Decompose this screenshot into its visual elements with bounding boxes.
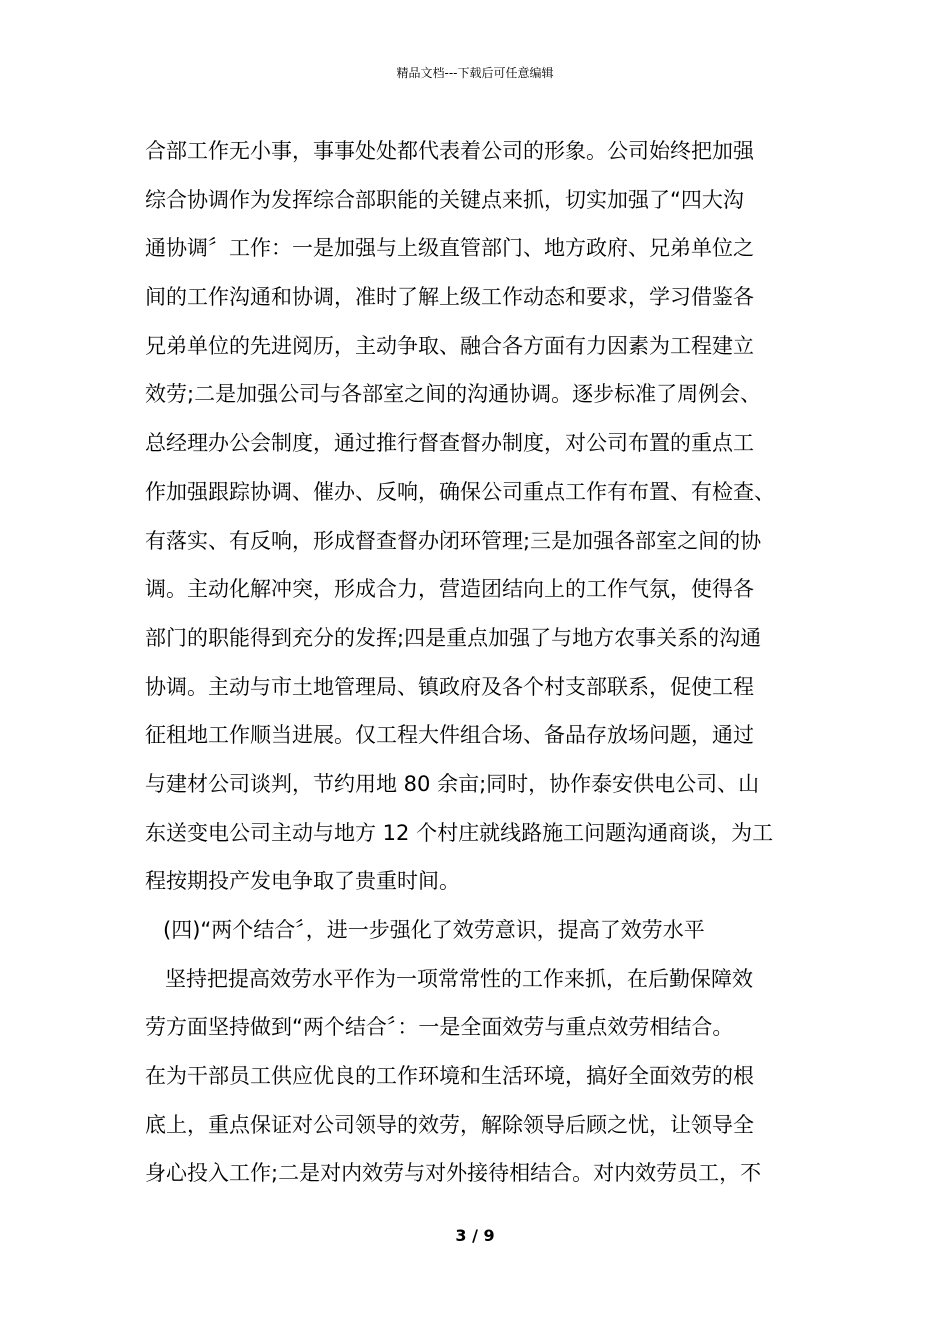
text-line: 在为干部员工供应优良的工作环境和生活环境，搞好全面效劳的根 (145, 1064, 754, 1089)
text-line: 有落实、有反响，形成督查督办闭环管理;三是加强各部室之间的协 (145, 528, 762, 553)
text-line: 身心投入工作;二是对内效劳与对外接待相结合。对内效劳员工，不 (145, 1161, 762, 1186)
text-line: 通协调〞工作：一是加强与上级直管部门、地方政府、兄弟单位之 (145, 236, 754, 261)
page-number: 3 / 9 (455, 1226, 495, 1245)
text-line: 劳方面坚持做到“两个结合〞：一是全面效劳与重点效劳相结合。 (145, 1015, 734, 1040)
document-body (145, 127, 825, 1198)
text-line: 坚持把提高效劳水平作为一项常常性的工作来抓，在后勤保障效 (165, 966, 753, 991)
text-line: 作加强跟踪协调、催办、反响，确保公司重点工作有布置、有检查、 (145, 479, 775, 504)
text-line: 底上，重点保证对公司领导的效劳，解除领导后顾之忧，让领导全 (145, 1112, 754, 1137)
text-line: 合部工作无小事，事事处处都代表着公司的形象。公司始终把加强 (145, 139, 754, 163)
text-line: 与建材公司谈判，节约用地 80 余亩;同时，协作泰安供电公司、山 (145, 771, 760, 796)
text-line: 总经理办公会制度，通过推行督查督办制度，对公司布置的重点工 (145, 431, 754, 456)
text-line: 部门的职能得到充分的发挥;四是重点加强了与地方农事关系的沟通 (145, 625, 762, 650)
text-line: 综合协调作为发挥综合部职能的关键点来抓，切实加强了“四大沟 (145, 187, 744, 212)
text-line: 效劳;二是加强公司与各部室之间的沟通协调。逐步标准了周例会、 (145, 382, 762, 407)
text-line: 调。主动化解冲突，形成合力，营造团结向上的工作气氛，使得各 (145, 577, 754, 602)
text-line: 程按期投产发电争取了贵重时间。 (145, 869, 460, 894)
section-heading: (四)“两个结合〞，进一步强化了效劳意识，提高了效劳水平 (163, 918, 705, 942)
text-line: 协调。主动与市土地管理局、镇政府及各个村支部联系，促使工程 (145, 674, 754, 699)
text-line: 东送变电公司主动与地方 12 个村庄就线路施工问题沟通商谈，为工 (145, 820, 774, 845)
page-header: 精品文档---下载后可任意编辑 (396, 66, 554, 80)
text-line: 兄弟单位的先进阅历，主动争取、融合各方面有力因素为工程建立 (145, 333, 754, 358)
text-line: 间的工作沟通和协调，准时了解上级工作动态和要求，学习借鉴各 (145, 285, 754, 310)
text-line: 征租地工作顺当进展。仅工程大件组合场、备品存放场问题，通过 (145, 723, 754, 748)
